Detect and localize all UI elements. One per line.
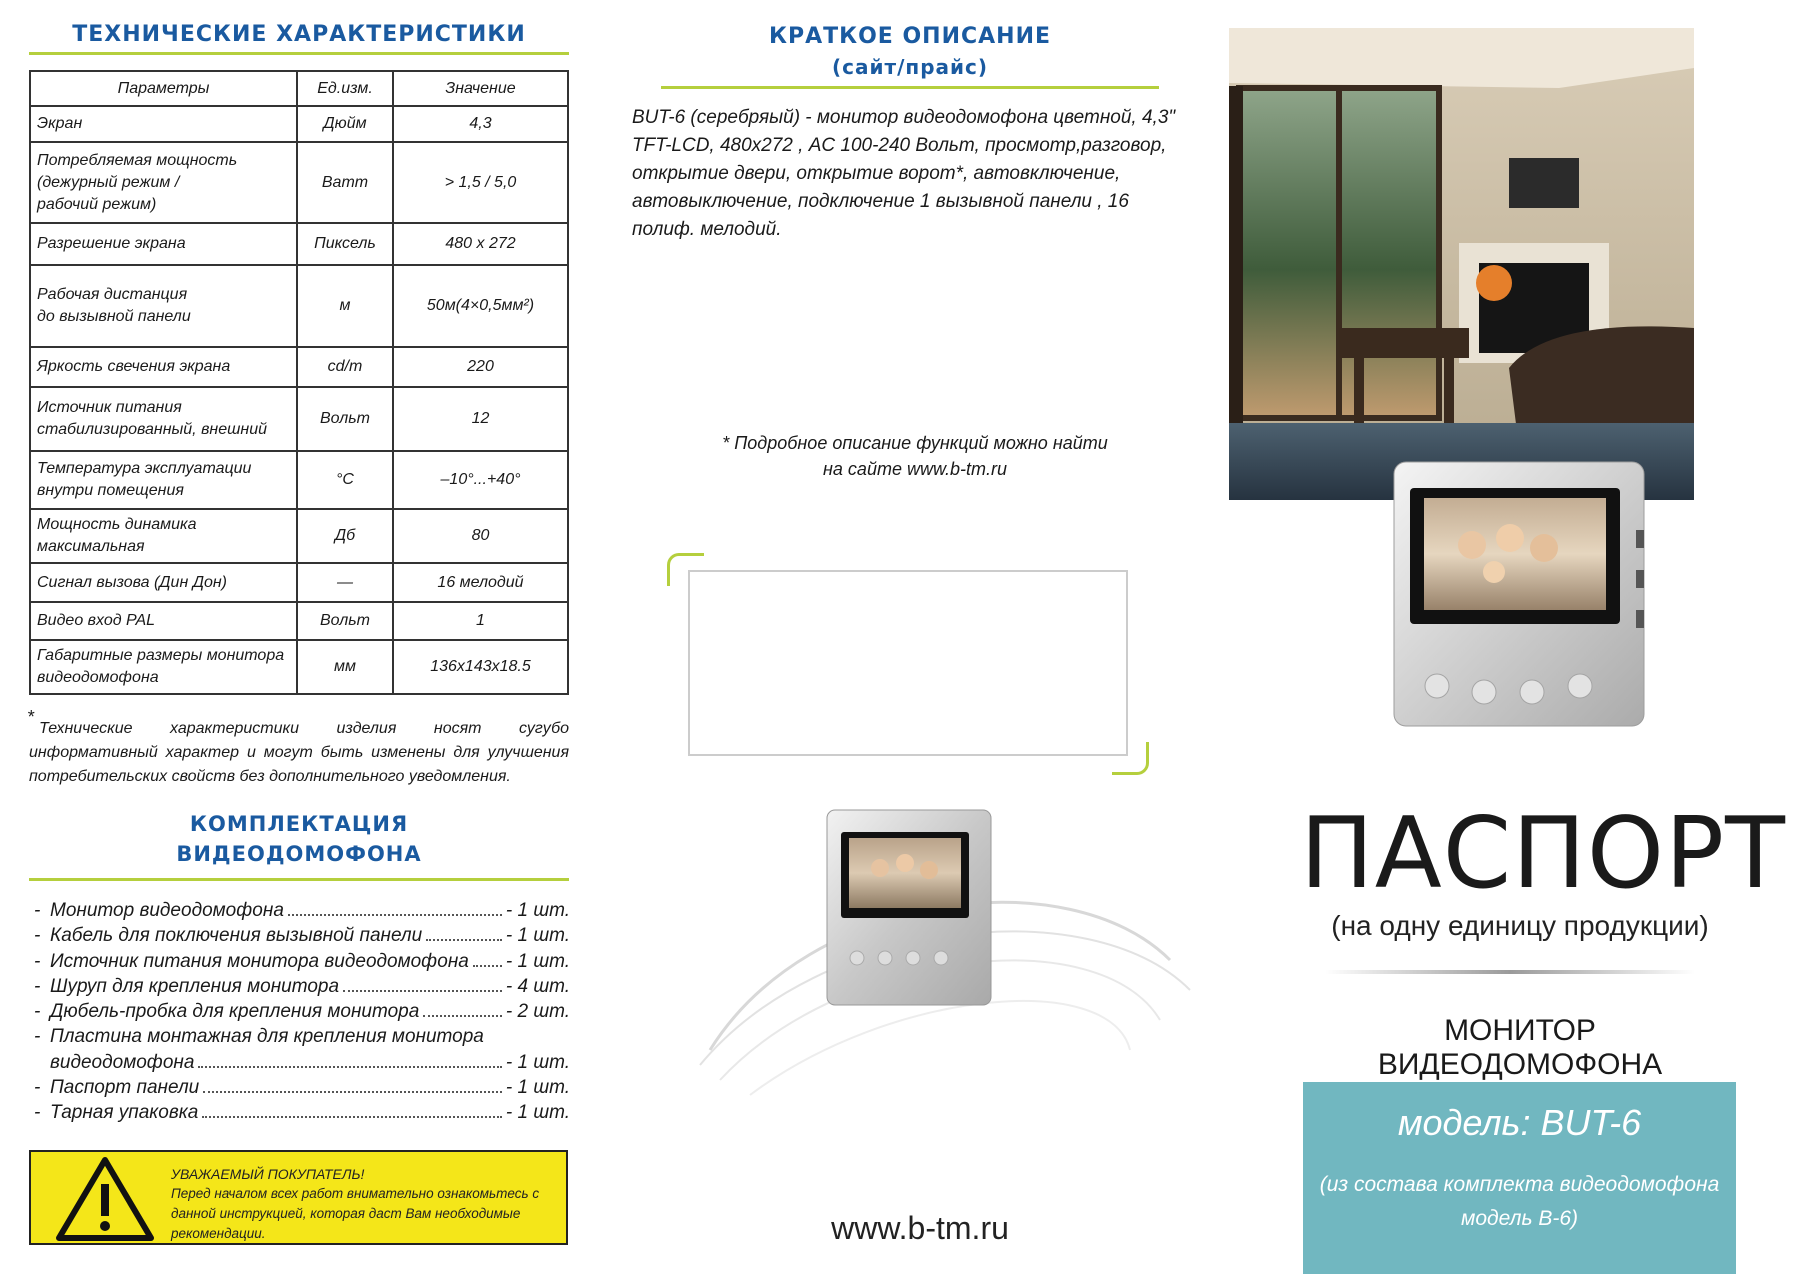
cell-param: Источник питания стабилизированный, внешний <box>30 387 297 451</box>
cell-param: Рабочая дистанция до вызывной панели <box>30 265 297 347</box>
kit-item-name: видеодомофона <box>50 1051 195 1073</box>
specs-table-row <box>30 106 568 142</box>
cell-param: Экран <box>30 106 297 142</box>
passport-title: ПАСПОРТ <box>1300 797 1786 911</box>
kit-item-leader <box>426 939 502 941</box>
specs-table-row <box>30 142 568 223</box>
kit-title-line-2: ВИДЕОДОМОФОНА <box>176 842 422 866</box>
cell-value: 480 х 272 <box>393 223 568 265</box>
passport-subtitle: (на одну единицу продукции) <box>1331 910 1709 941</box>
kit-item-bullet: - <box>34 975 41 997</box>
cell-param: Потребляемая мощность (дежурный режим / рабочий режим) <box>30 142 297 223</box>
kit-item-leader <box>288 914 502 916</box>
cell-value: 12 <box>393 387 568 451</box>
header-value: Значение <box>393 71 568 106</box>
cell-unit: °С <box>297 451 393 509</box>
kit-item-qty: - 1 шт. <box>505 1077 570 1099</box>
cell-param: Яркость свечения экрана <box>30 347 297 387</box>
cell-param: Сигнал вызова (Дин Дон) <box>30 563 297 602</box>
product-description: BUT-6 (серебряый) - монитор видеодомофона цветной, 4,3" TFT-LCD, 480х272 , AC 100-240 Вольт, просмотр,разговор, открытие двери, открытие ворот*, автовключение, автовыключение, подключение 1 вызывной панели , 16 полиф. мелодий. <box>632 107 1176 240</box>
warning-title: УВАЖАЕМЫЙ ПОКУПАТЕЛЬ! <box>171 1166 365 1182</box>
specs-table-header <box>30 71 568 106</box>
specs-table-row <box>30 387 568 451</box>
header-param: Параметры <box>30 71 297 106</box>
cell-value: 16 мелодий <box>393 563 568 602</box>
specs-table-row <box>30 602 568 640</box>
header-unit: Ед.изм. <box>297 71 393 106</box>
cell-value: –10°...+40° <box>393 451 568 509</box>
cell-value: 220 <box>393 347 568 387</box>
footnote-mark: * <box>27 707 35 727</box>
specs-table-row <box>30 563 568 602</box>
specs-table-row <box>30 451 568 509</box>
kit-item-name: Тарная упаковка <box>50 1102 199 1124</box>
specs-title: ТЕХНИЧЕСКИЕ ХАРАКТЕРИСТИКИ <box>72 22 526 47</box>
kit-item <box>34 1001 570 1026</box>
kit-item <box>34 1052 570 1077</box>
room-photo <box>1229 28 1694 500</box>
kit-item-leader <box>423 1015 502 1017</box>
kit-item-qty: - 1 шт. <box>505 950 570 972</box>
kit-item-qty: - 2 шт. <box>505 1001 570 1023</box>
kit-item-name: Монитор видеодомофона <box>50 900 284 921</box>
kit-item-leader <box>198 1066 501 1068</box>
kit-item-leader <box>473 965 502 967</box>
model-box <box>1303 1082 1736 1274</box>
warning-text-block <box>171 1164 561 1244</box>
product-name: МОНИТОР ВИДЕОДОМОФОНА <box>1377 1014 1663 1081</box>
more-info-line-1: * Подробное описание функций можно найти <box>722 433 1108 453</box>
cell-unit: м <box>297 265 393 347</box>
kit-item-name: Шуруп для крепления монитора <box>50 975 340 997</box>
kit-item-bullet: - <box>34 1001 41 1023</box>
cell-unit: Дб <box>297 509 393 563</box>
cell-param: Габаритные размеры монитора видеодомофона <box>30 640 297 694</box>
kit-title-underline <box>29 878 569 881</box>
kit-item <box>34 1026 570 1051</box>
kit-item-name: Пластина монтажная для крепления монитора <box>50 1026 484 1048</box>
kit-title-line-1: КОМПЛЕКТАЦИЯ <box>189 812 409 836</box>
kit-item <box>34 951 570 976</box>
kit-item-leader <box>203 1091 502 1093</box>
kit-item-leader <box>202 1116 502 1118</box>
model-note-line-2: модель B-6) <box>1460 1207 1579 1230</box>
cell-unit: — <box>297 563 393 602</box>
model-label: модель: BUT-6 <box>1397 1102 1642 1143</box>
kit-item <box>34 1102 570 1127</box>
cell-value: 136х143х18.5 <box>393 640 568 694</box>
specs-footnote <box>27 707 569 789</box>
cell-unit: Дюйм <box>297 106 393 142</box>
kit-list <box>34 900 570 1128</box>
kit-item <box>34 925 570 950</box>
short-description-subtitle: (сайт/прайс) <box>831 55 989 79</box>
cell-value: > 1,5 / 5,0 <box>393 142 568 223</box>
kit-item-leader <box>343 990 502 992</box>
specs-table <box>29 70 569 695</box>
cell-unit: мм <box>297 640 393 694</box>
kit-item-qty: - 1 шт. <box>505 1102 570 1124</box>
specs-title-underline <box>29 52 569 55</box>
footnote-text: Технические характеристики изделия носят сугубо информативный характер и могут быть изменены для улучшения потребительских свойств без дополнительного уведомления. <box>29 720 569 785</box>
kit-item-bullet: - <box>34 1077 41 1099</box>
kit-item-bullet: - <box>34 950 41 972</box>
kit-item-name: Кабель для поключения вызывной панели <box>50 925 423 947</box>
cell-param: Видео вход PAL <box>30 602 297 640</box>
kit-item-qty: - 1 шт. <box>505 900 570 921</box>
warning-body: Перед началом всех работ внимательно ознакомьтесь с данной инструкцией, которая даст Вам необходимые рекомендации. <box>171 1186 540 1241</box>
kit-item-bullet: - <box>34 1026 41 1048</box>
cell-unit: Ватт <box>297 142 393 223</box>
monitor-image-small <box>825 808 995 1008</box>
cell-value: 80 <box>393 509 568 563</box>
cell-unit: Вольт <box>297 602 393 640</box>
title-divider <box>1325 970 1695 974</box>
more-info-note <box>680 430 1150 482</box>
specs-table-row <box>30 265 568 347</box>
cell-param: Температура эксплуатации внутри помещения <box>30 451 297 509</box>
cell-value: 4,3 <box>393 106 568 142</box>
cell-param: Мощность динамика максимальная <box>30 509 297 563</box>
empty-frame <box>688 570 1128 756</box>
kit-item <box>34 900 570 925</box>
specs-table-row <box>30 347 568 387</box>
kit-item-qty: - 1 шт. <box>505 925 570 947</box>
kit-item-name: Дюбель-пробка для крепления монитора <box>50 1001 420 1023</box>
cell-unit: cd/m <box>297 347 393 387</box>
kit-item-qty: - 1 шт. <box>505 1051 570 1073</box>
kit-item-bullet: - <box>34 925 41 947</box>
model-note <box>1303 1168 1736 1236</box>
kit-item-name: Источник питания монитора видеодомофона <box>50 950 469 972</box>
kit-item-qty: - 4 шт. <box>505 975 570 997</box>
specs-table-row <box>30 223 568 265</box>
specs-table-row <box>30 509 568 563</box>
short-description-title: КРАТКОЕ ОПИСАНИЕ <box>768 24 1052 49</box>
warning-box <box>29 1150 568 1245</box>
kit-item-bullet: - <box>34 1102 41 1124</box>
cell-value: 1 <box>393 602 568 640</box>
kit-item-name: Паспорт панели <box>50 1077 200 1099</box>
website-link[interactable]: www.b-tm.ru <box>831 1210 1009 1246</box>
more-info-line-2: на сайте www.b-tm.ru <box>823 459 1007 479</box>
cell-unit: Пиксель <box>297 223 393 265</box>
kit-item-bullet: - <box>34 900 41 921</box>
cell-param: Разрешение экрана <box>30 223 297 265</box>
kit-item <box>34 1077 570 1102</box>
kit-item <box>34 976 570 1001</box>
cell-unit: Вольт <box>297 387 393 451</box>
monitor-image-large <box>1392 460 1654 730</box>
description-title-underline <box>661 86 1159 89</box>
warning-triangle-icon <box>55 1156 155 1242</box>
cell-value: 50м(4×0,5мм²) <box>393 265 568 347</box>
frame-corner-bottom-right <box>1112 742 1149 775</box>
model-note-line-1: (из состава комплекта видеодомофона <box>1319 1173 1720 1196</box>
specs-table-row <box>30 640 568 694</box>
